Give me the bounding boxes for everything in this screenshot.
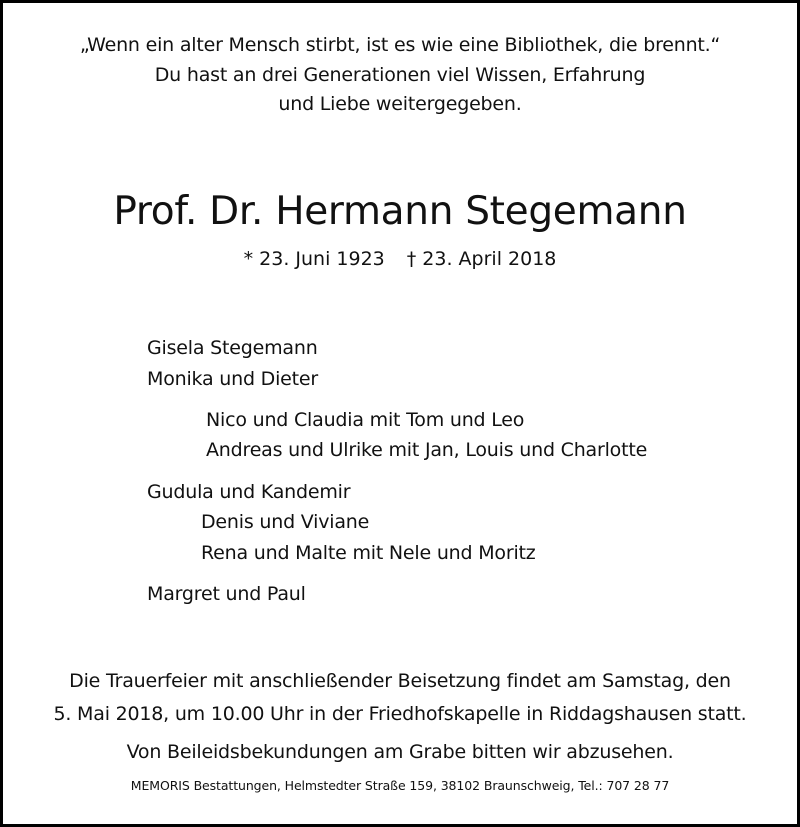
mourner-line-1: Gisela Stegemann [147, 337, 318, 359]
birth-date: * 23. Juni 1923 [243, 248, 385, 270]
mourner-line-3: Nico und Claudia mit Tom und Leo [206, 409, 525, 431]
mourner-line-2: Monika und Dieter [147, 368, 319, 390]
motto-line-2: Du hast an drei Generationen viel Wissen, Erfahrung [154, 64, 646, 86]
funeral-line-1: Die Trauerfeier mit anschließender Beisetzung findet am Samstag, den [69, 670, 731, 692]
death-date: † 23. April 2018 [406, 248, 557, 270]
motto-line-3: und Liebe weitergegeben. [278, 93, 522, 115]
mourner-line-6: Denis und Viviane [201, 511, 370, 533]
mourner-line-5: Gudula und Kandemir [147, 481, 351, 503]
life-dates [3, 246, 797, 272]
mourner-line-4: Andreas und Ulrike mit Jan, Louis und Charlotte [206, 439, 648, 461]
mourner-line-7: Rena und Malte mit Nele und Moritz [201, 542, 536, 564]
condolence-note: Von Beileidsbekundungen am Grabe bitten wir abzusehen. [126, 741, 674, 763]
motto-line-1: „Wenn ein alter Mensch stirbt, ist es wie eine Bibliothek, die brennt.“ [79, 34, 721, 56]
deceased-name: Prof. Dr. Hermann Stegemann [113, 189, 687, 234]
funeral-line-2: 5. Mai 2018, um 10.00 Uhr in der Friedhofskapelle in Riddagshausen statt. [53, 703, 747, 725]
mourner-line-8: Margret und Paul [147, 583, 306, 605]
undertaker-footer: MEMORIS Bestattungen, Helmstedter Straße 159, 38102 Braunschweig, Tel.: 707 28 77 [130, 778, 670, 793]
